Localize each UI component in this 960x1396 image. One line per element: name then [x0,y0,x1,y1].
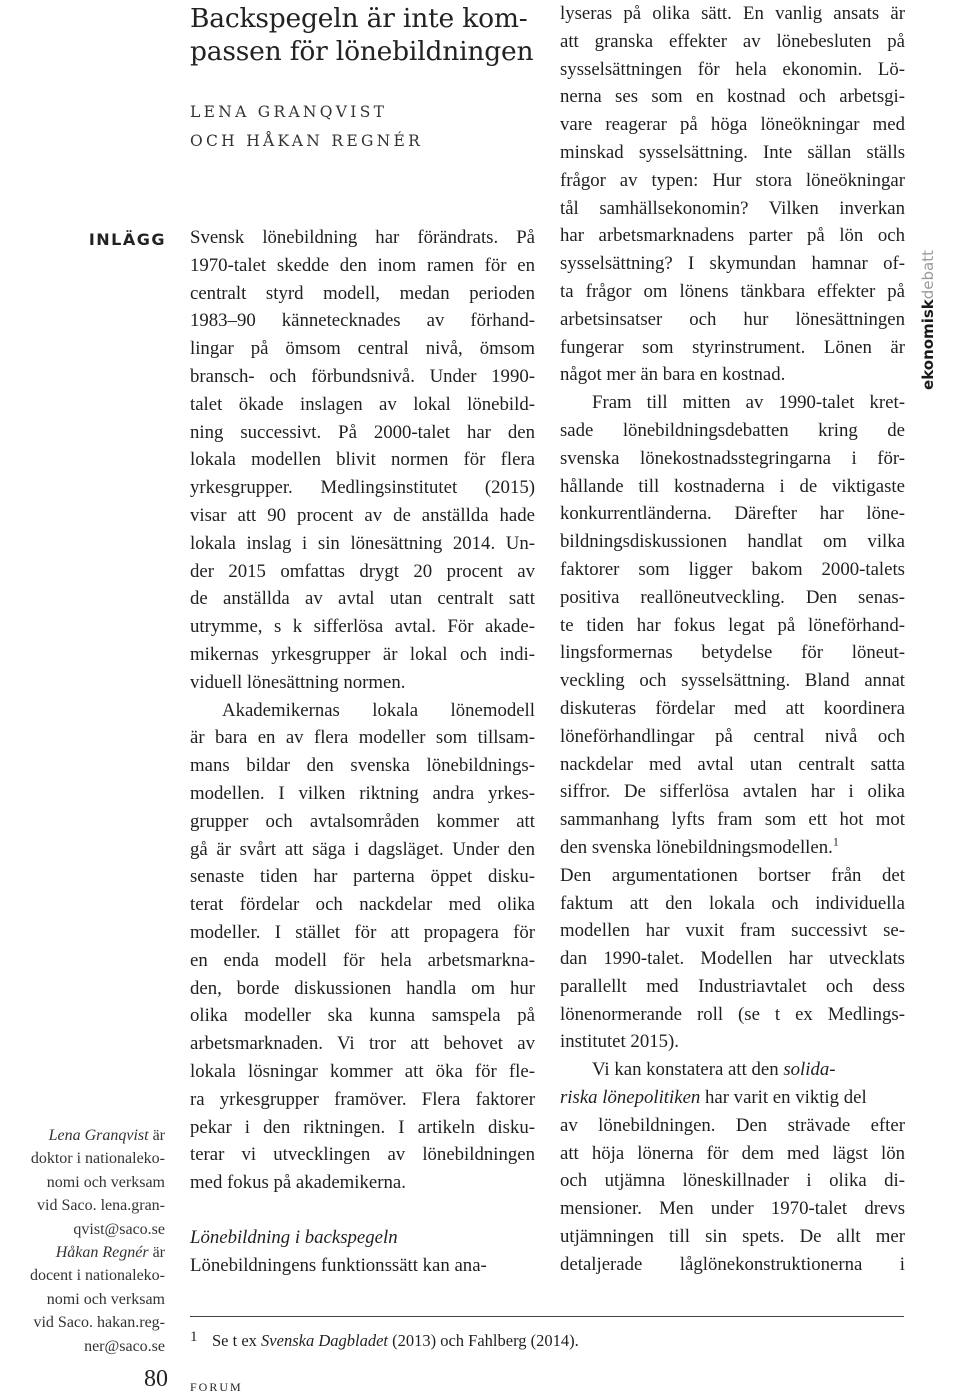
body-line: Fram till mitten av 1990-talet kret- [592,392,905,414]
author-email[interactable]: ner@saco.se [84,1337,165,1355]
body-line: 1970-talet skedde den inom ramen för en [190,254,535,276]
page-number: 80 [144,1366,168,1392]
body-line: hållande till kostnaderna i de viktigaste [560,475,905,497]
body-line: lokala lösningar kommer att öka för fle- [190,1060,535,1082]
body-line: detaljerade låglönekonstruktionerna i [560,1253,905,1275]
body-line: te tiden har fokus legat på löneförhand- [560,614,905,636]
body-line: lingsformernas betydelse för löneut- [560,642,905,664]
body-line: fungerar som styrinstrument. Lönen är [560,336,905,358]
body-line: lokala modellen blivit normen för flera [190,449,535,471]
body-line: den svenska lönebildningsmodellen.$^1$ [560,834,839,858]
body-line: grupper och avtalsområden kommer att [190,810,535,832]
footnote-divider [190,1316,904,1317]
body-line: der 2015 omfattas drygt 20 procent av [190,560,535,582]
body-line: sade lönebildningsdebatten kring de [560,419,905,441]
body-line: yrkesgrupper. Medlingsinstitutet (2015) [190,477,535,499]
body-line: sysselsättningen för hela ekonomin. Lö- [560,58,905,80]
title-line: Backspegeln är inte kom- [190,3,528,34]
article-title [190,2,550,68]
body-line: har arbetsmarknadens parter på lön och [560,225,905,247]
title-line: passen för lönebildningen [190,36,534,67]
emphasis: riska lönepolitiken [560,1087,701,1109]
body-line: mensioner. Men under 1970-talet drevs [560,1198,905,1220]
body-line: senaste tiden har parterna öppet disku- [190,866,535,888]
emphasis: Svenska Dagbladet [261,1331,388,1350]
emphasis: solida- [783,1059,836,1081]
body-line: modeller. I stället för att propagera för [190,921,535,943]
body-line: dan 1990-talet. Modellen har utvecklats [560,948,905,970]
body-line: Akademikernas lokala lönemodell [222,699,535,721]
body-line: ning successivt. På 2000-talet har den [190,421,535,443]
body-line: med fokus på akademikerna. [190,1172,406,1194]
author-name: Lena Granqvist [48,1127,149,1144]
author-line: OCH HÅKAN REGNÉR [190,132,424,150]
body-line: visar att 90 procent av de anställda hade [190,504,535,526]
body-line: veckling och sysselsättning. Bland annat [560,670,905,692]
body-line: lyseras på olika sätt. En vanlig ansats är [560,3,905,24]
section-subheading: Lönebildning i backspegeln [190,1227,398,1248]
article-authors [190,98,550,156]
body-line: talet ökade inslagen av lokal lönebild- [190,393,535,415]
body-line: bildningsdiskussionen handlat om vilka [560,531,905,553]
body-line: frågor av typen: Hur stora löneökningar [560,169,905,191]
footnote-number: 1 [190,1329,198,1345]
body-column-middle [190,224,535,1197]
body-line: faktum att den lokala och individuella [560,892,905,914]
body-line: ta frågor om lönens tänkbara effekter på [560,280,905,302]
footnote-reference[interactable]: 1 [832,834,839,849]
body-line: olika modeller ska kunna samspela på [190,1005,535,1027]
body-line: löneförhandlingar på central nivå och [560,725,905,747]
body-column-right [560,0,905,1279]
body-line: viduell lönesättning normen. [190,671,406,693]
body-line: institutet 2015). [560,1031,679,1053]
body-line: arbetsmarknaden. Vi tror att behovet av [190,1033,535,1055]
body-line: nackdelar med avtal utan centralt satta [560,753,905,775]
body-line: modellen har vuxit fram successivt se- [560,920,905,942]
author-name: Håkan Regnér [55,1244,149,1262]
body-line: den, borde diskussionen handla om hur [190,977,535,999]
body-line: Svensk lönebildning har förändrats. På [190,227,535,248]
body-line: positiva reallöneutveckling. Den senas- [560,586,905,608]
body-line: Den argumentationen bortser från det [560,864,905,886]
body-line: utjämningen till sin spets. De allt mer [560,1226,905,1248]
body-line: nerna ses som en kostnad och arbetsgi- [560,86,905,108]
author-email[interactable]: qvist@saco.se [73,1220,165,1238]
body-line: terar vi utvecklingen av lönebildningen [190,1144,535,1166]
body-line: diskuteras fördelar med att koordinera [560,697,905,719]
body-line: svenska lönekostnadsstegringarna i för- [560,447,905,469]
author-bio: Lena Granqvist är doktor i nationaleko- nomi och verksam vid Saco. lena.gran- qvist@saco.se Håkan Regnér är docent i nationaleko- nomi och verksam vid Saco. hakan.reg- ner@saco.se [0,1124,165,1358]
body-line: sysselsättning? I skymundan hamnar of- [560,253,905,275]
journal-tag [908,235,948,405]
body-line: siffror. De sifferlösa avtalen har i olika [560,781,905,803]
body-line: och utjämna löneskillnader i olika di- [560,1170,905,1192]
body-line: 1983–90 kännetecknades av förhand- [190,310,535,332]
body-line: centralt styrd modell, medan perioden [190,282,535,304]
body-line: lokala inslag i sin lönesättning 2014. Un- [190,532,535,554]
footnote: 1 Se t ex Svenska Dagbladet (2013) och Fahlberg (2014). [190,1326,910,1352]
body-line: pekar i den riktningen. I artikeln disku- [190,1116,535,1138]
body-line: mans bildar den svenska lönebildnings- [190,755,535,777]
body-line: mikernas yrkesgrupper är lokal och indi- [190,643,535,665]
body-line: konkurrentländerna. Därefter har löne- [560,503,905,525]
body-line: ra yrkesgrupper framöver. Flera faktorer [190,1088,535,1110]
section-label: INLÄGG [88,230,166,249]
body-line: lingar på ömsom central nivå, ömsom [190,338,535,360]
body-line: gå är svårt att säga i dagsläget. Under den [190,838,535,860]
body-line: bransch- och förbundsnivå. Under 1990- [190,365,535,387]
body-line: är bara en av flera modeller som tillsam- [190,727,535,749]
body-line: minskad sysselsättning. Inte sällan ställs [560,141,905,163]
body-line: parallellt med Industriavtalet och dess [560,975,905,997]
body-line: modellen. I vilken riktning andra yrkes- [190,782,535,804]
body-line: en enda modell för hela arbetsmarkna- [190,949,535,971]
body-line: utrymme, s k sifferlösa avtal. För akade- [190,616,535,638]
body-line: faktorer som ligger bakom 2000-talets [560,558,905,580]
author-line: LENA GRANQVIST [190,103,388,121]
journal-tag-main: ekonomisk [919,299,937,390]
body-line: att höja lönerna för dem med lägst lön [560,1142,905,1164]
journal-tag-accent: debatt [919,250,937,300]
body-line: att granska effekter av lönebesluten på [560,30,905,52]
body-line: sammanhang lyfts fram som ett hot mot [560,809,905,831]
body-line: av lönebildningen. Den strävade efter [560,1114,905,1136]
body-line: tål samhällsekonomin? Vilken inverkan [560,197,905,219]
body-line: arbetsinsatser och hur lönesättningen [560,308,905,330]
body-line: riska lönepolitiken har varit en viktig del [560,1087,867,1109]
running-footer: FORUM [190,1380,243,1394]
body-line: vare reagerar på höga löneökningar med [560,114,905,136]
body-line: något mer än bara en kostnad. [560,364,786,386]
body-line: terat fördelar och nackdelar med olika [190,894,535,916]
body-line: lönenormerande roll (se t ex Medlings- [560,1003,905,1025]
body-line: Vi kan konstatera att den solida- [592,1059,836,1081]
body-line: Lönebildningens funktionssätt kan ana- [190,1255,487,1276]
body-line: de anställda av avtal utan centralt satt [190,588,535,610]
